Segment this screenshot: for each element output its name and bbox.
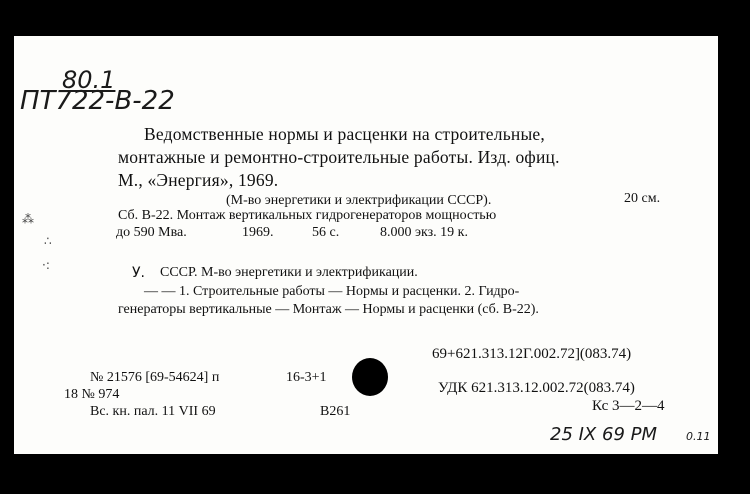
handwritten-date: 25 IX 69 PM <box>550 424 657 445</box>
book-size: 20 см. <box>624 191 661 206</box>
smudge-mark: ·: <box>42 258 50 272</box>
scan-border-right <box>718 0 750 494</box>
smudge-mark: ∴ <box>44 234 52 248</box>
series-line-2-d: 8.000 экз. 19 к. <box>380 225 468 240</box>
publisher-line: (М-во энергетики и электрификации СССР). <box>226 193 492 208</box>
record-line-1: № 21576 [69-54624] п <box>90 370 220 385</box>
record-line-3-b: В261 <box>320 404 351 419</box>
subjects-line-1: СССР. М-во энергетики и электрификации. <box>160 265 418 280</box>
shelfmark-bottom: ПТ722-В-22 <box>20 86 175 116</box>
ink-blot <box>352 358 388 396</box>
record-line-3: Вс. кн. пал. 11 VII 69 <box>90 404 216 419</box>
scan-border-left <box>0 0 14 494</box>
title-line-3: М., «Энергия», 1969. <box>118 170 279 190</box>
scan-border-bottom <box>0 454 750 494</box>
smudge-mark: ⁂ <box>22 212 34 226</box>
subject-strike-mark: У. <box>132 265 145 281</box>
handwritten-tail: 0.11 <box>686 430 711 443</box>
shelfmark-top: 80.1 <box>62 66 116 94</box>
record-line-1-b: 16-3+1 <box>286 370 327 385</box>
subjects-line-3: генераторы вертикальные — Монтаж — Нормы и расценки (сб. В-22). <box>118 302 539 317</box>
series-line-2-a: до 590 Мва. <box>116 225 187 240</box>
series-line-2-c: 56 с. <box>312 225 340 240</box>
record-line-2: 18 № 974 <box>64 387 120 402</box>
series-line-1: Сб. В-22. Монтаж вертикальных гидрогенераторов мощностью <box>118 208 497 223</box>
bbk-code: 69+621.313.12Г.002.72](083.74) <box>432 346 632 362</box>
title-line-2: монтажные и ремонтно-строительные работы. Изд. офиц. <box>118 147 560 167</box>
scan-border-top <box>0 0 750 36</box>
title-line-1: Ведомственные нормы и расценки на строительные, <box>144 124 545 144</box>
subjects-line-2: — — 1. Строительные работы — Нормы и расценки. 2. Гидро- <box>144 284 520 299</box>
kc-code: Кс 3—2—4 <box>592 398 665 414</box>
series-line-2-b: 1969. <box>242 225 274 240</box>
udk-code: УДК 621.313.12.002.72(083.74) <box>438 380 635 396</box>
